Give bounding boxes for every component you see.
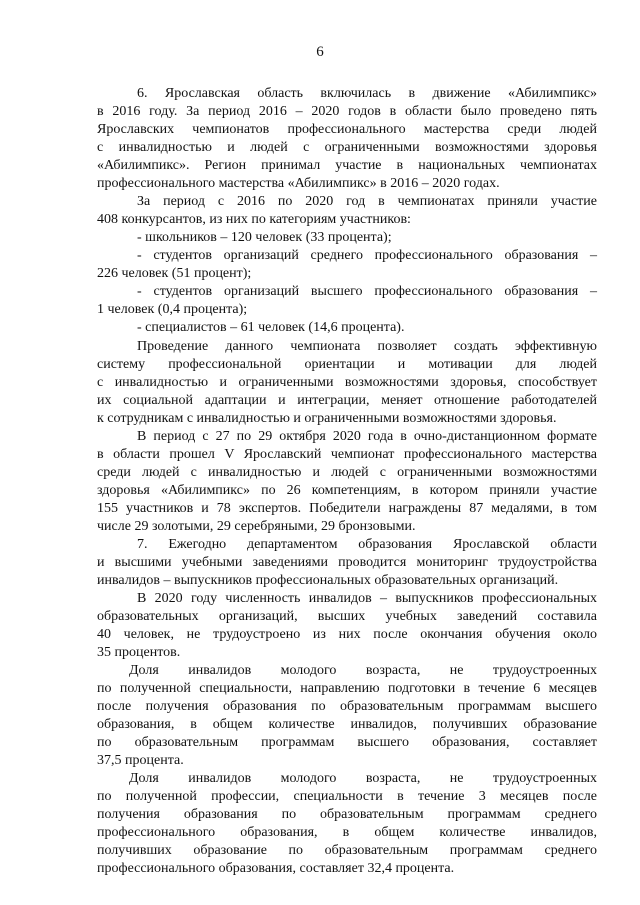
text-line: к сотрудникам с инвалидностью и ограниченными возможностями здоровья. xyxy=(97,411,557,426)
text-line: 226 человек (51 процент); xyxy=(97,266,252,281)
text-line: инвалидов – выпускников профессиональных образовательных организаций. xyxy=(97,573,559,588)
text-line: по полученной профессии, специальности в течение 3 месяцев после xyxy=(97,789,597,804)
text-line: В период с 27 по 29 октября 2020 года в очно-дистанционном формате xyxy=(137,429,597,444)
text-line: - школьников – 120 человек (33 процента); xyxy=(137,230,392,245)
text-line: здоровья «Абилимпикс» по 26 компетенциям, в котором приняли участие xyxy=(97,483,597,498)
text-line: «Абилимпикс». Регион принимал участие в национальных чемпионатах xyxy=(97,158,597,173)
text-line: систему профессиональной ориентации и мотивации для людей xyxy=(97,357,597,372)
page-number: 6 xyxy=(316,44,324,60)
text-line: образования, в общем количестве инвалидов, получивших образование xyxy=(97,717,597,732)
text-line: Проведение данного чемпионата позволяет создать эффективную xyxy=(137,339,597,354)
text-line: по образовательным программам высшего образования, составляет xyxy=(97,735,597,750)
text-line: после получения образования по образовательным программам высшего xyxy=(97,699,597,714)
text-line: 7. Ежегодно департаментом образования Ярославской области xyxy=(137,537,597,552)
text-line: получивших образование по образовательным программам среднего xyxy=(97,843,597,858)
text-line: 35 процентов. xyxy=(97,645,181,660)
text-line: по полученной специальности, направлению подготовки в течение 6 месяцев xyxy=(97,681,597,696)
text-line: В 2020 году численность инвалидов – выпускников профессиональных xyxy=(137,591,597,606)
text-line: - студентов организаций среднего профессионального образования – xyxy=(137,248,597,263)
text-line: профессионального образования, составляет 32,4 процента. xyxy=(97,861,455,876)
text-line: - специалистов – 61 человек (14,6 процента). xyxy=(137,320,405,335)
text-line: профессионального образования, в общем количестве инвалидов, xyxy=(97,825,597,840)
text-line: и высшими учебными заведениями проводится мониторинг трудоустройства xyxy=(97,555,597,570)
text-line: 6. Ярославская область включилась в движение «Абилимпикс» xyxy=(137,86,597,101)
text-line: 1 человек (0,4 процента); xyxy=(97,302,248,317)
text-line: профессионального мастерства «Абилимпикс» в 2016 – 2020 годах. xyxy=(97,176,500,191)
text-line: с инвалидностью и людей с ограниченными возможностями здоровья xyxy=(97,140,597,155)
text-line: получения образования по образовательным программам среднего xyxy=(97,807,597,822)
text-line: Доля инвалидов молодого возраста, не трудоустроенных xyxy=(129,771,597,786)
text-line: 155 участников и 78 экспертов. Победители награждены 87 медалями, в том xyxy=(97,501,597,516)
text-line: - студентов организаций высшего профессионального образования – xyxy=(137,284,597,299)
text-line: Доля инвалидов молодого возраста, не трудоустроенных xyxy=(129,663,597,678)
text-line: 37,5 процента. xyxy=(97,753,184,768)
text-line: среди людей с инвалидностью и людей с ограниченными возможностями xyxy=(97,465,597,480)
text-line: Ярославских чемпионатов профессионального мастерства среди людей xyxy=(97,122,597,137)
text-line: в 2016 году. За период 2016 – 2020 годов в области было проведено пять xyxy=(97,104,597,119)
text-line: в области прошел V Ярославский чемпионат профессионального мастерства xyxy=(97,447,597,462)
text-line: с инвалидностью и ограниченными возможностями здоровья, способствует xyxy=(97,375,597,390)
text-line: За период с 2016 по 2020 год в чемпионатах приняли участие xyxy=(137,194,597,209)
text-line: их социальной адаптации и интеграции, меняет отношение работодателей xyxy=(97,393,597,408)
text-line: образовательных организаций, высших учебных заведений составила xyxy=(97,609,597,624)
text-line: числе 29 золотыми, 29 серебряными, 29 бронзовыми. xyxy=(97,519,416,534)
text-line: 40 человек, не трудоустроено из них после окончания обучения около xyxy=(97,627,597,642)
text-line: 408 конкурсантов, из них по категориям участников: xyxy=(97,212,411,227)
